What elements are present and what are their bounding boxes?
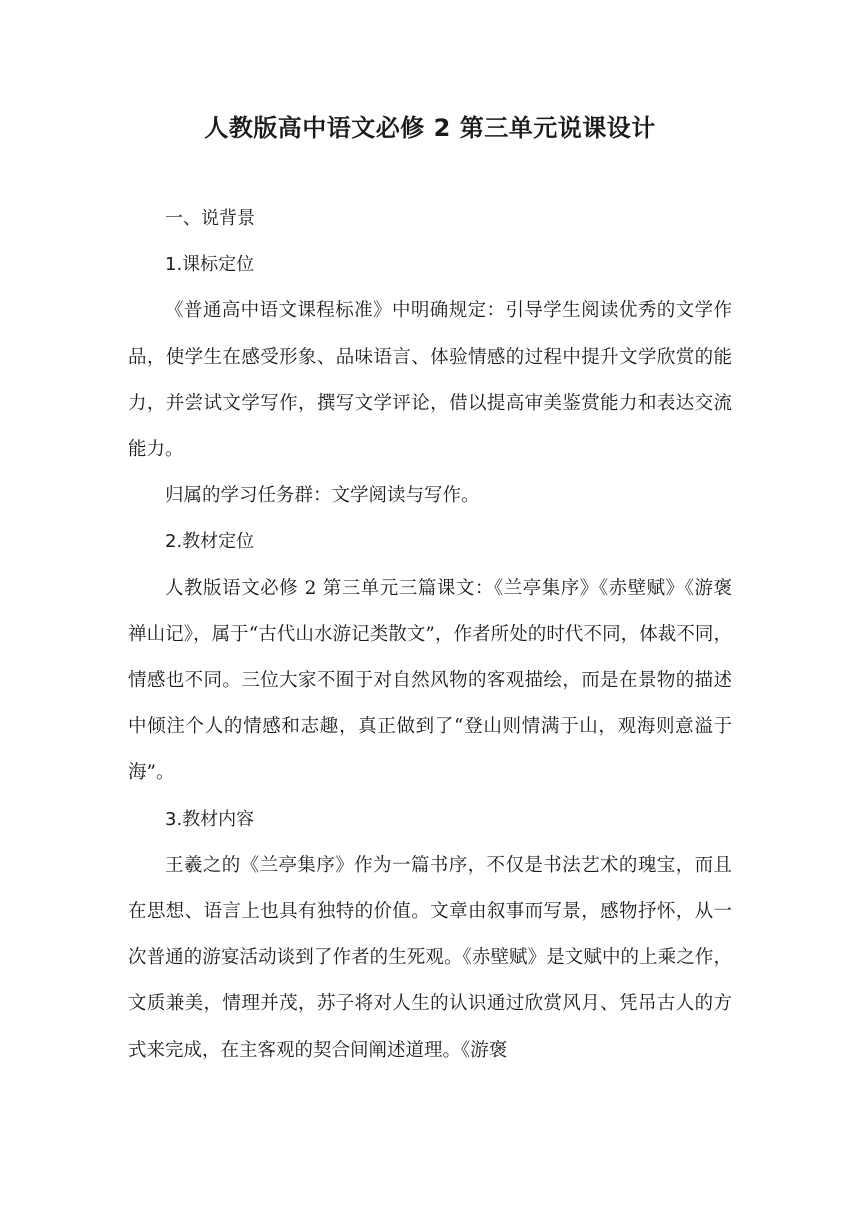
paragraph-textbook-position: 人教版语文必修 2 第三单元三篇课文：《兰亭集序》《赤壁赋》《游褒禅山记》，属于“古代山水游记类散文”，作者所处的时代不同，体裁不同，情感也不同。三位大家不囿于对自然风物的客观描绘，而是在景物的描述中倾注个人的情感和志趣，真正做到了“登山则情满于山，观海则意溢于海”。 — [128, 577, 732, 784]
document-title: 人教版高中语文必修 2 第三单元说课设计 — [204, 114, 656, 142]
subheading-curriculum-position: 1.课标定位 — [165, 254, 255, 276]
subheading-textbook-content: 3.教材内容 — [165, 808, 255, 830]
paragraph-task-group: 归属的学习任务群：文学阅读与写作。 — [165, 485, 480, 507]
paragraph-curriculum-standard: 《普通高中语文课程标准》中明确规定：引导学生阅读优秀的文学作品，使学生在感受形象、品味语言、体验情感的过程中提升文学欣赏的能力，并尝试文学写作，撰写文学评论，借以提高审美鉴赏能力和表达交流能力。 — [128, 300, 732, 461]
subheading-textbook-position: 2.教材定位 — [165, 531, 255, 553]
paragraph-textbook-content: 王羲之的《兰亭集序》作为一篇书序，不仅是书法艺术的瑰宝，而且在思想、语言上也具有独特的价值。文章由叙事而写景，感物抒怀，从一次普通的游宴活动谈到了作者的生死观。《赤壁赋》是文赋中的上乘之作，文质兼美，情理并茂，苏子将对人生的认识通过欣赏风月、凭吊古人的方式来完成，在主客观的契合间阐述道理。《游褒 — [128, 854, 732, 1061]
section-heading-background: 一、说背景 — [165, 208, 255, 229]
document-body — [128, 196, 732, 1074]
